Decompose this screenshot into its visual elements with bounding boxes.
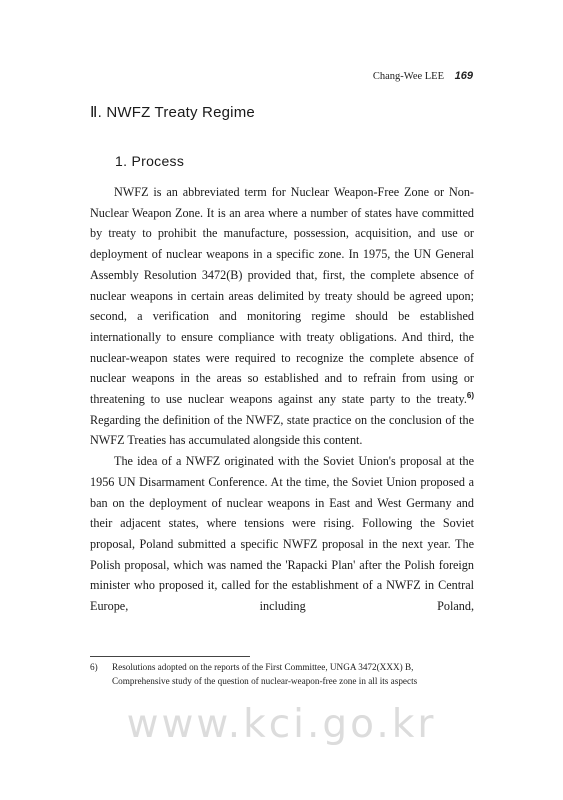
subsection-title: 1. Process	[115, 153, 185, 169]
watermark: www.kci.go.kr	[126, 702, 437, 747]
footnote-line-1: Resolutions adopted on the reports of the First Committee, UNGA 3472(XXX) B,	[112, 662, 414, 672]
section-title: Ⅱ. NWFZ Treaty Regime	[90, 104, 255, 121]
paragraph-1-part-2: Regarding the definition of the NWFZ, state practice on the conclusion of the NWFZ Treaties has accumulated alongside this content.	[90, 412, 474, 448]
footnote-6	[90, 661, 474, 688]
paragraph-1	[90, 182, 474, 451]
footnote-line-2: Comprehensive study of the question of nuclear-weapon-free zone in all its aspects	[112, 675, 418, 686]
body-text	[90, 182, 474, 617]
paragraph-1-part-1: NWFZ is an abbreviated term for Nuclear Weapon-Free Zone or Non-Nuclear Weapon Zone. It is an area where a number of states have committed by treaty to prohibit the manufacture, possession, acquisition, and use or deployment of nuclear weapons in a specific zone. In 1975, the UN General Assembly Resolution 3472(B) provided that, first, the complete absence of nuclear weapons in certain areas delimited by treaty should be agreed upon; second, a verification and monitoring regime should be established internationally to ensure compliance with treaty obligations. And third, the nuclear-weapon states were required to recognize the complete absence of nuclear weapons in the areas so established and to refrain from using or threatening to use nuclear weapons against any state party to the treaty.	[90, 185, 474, 407]
footnote-divider	[90, 656, 250, 657]
paragraph-2: The idea of a NWFZ originated with the Soviet Union's proposal at the 1956 UN Disarmament Conference. At the time, the Soviet Union proposed a ban on the deployment of nuclear weapons in East and West Germany and their adjacent states, where tensions were rising. Following the Soviet proposal, Poland submitted a specific NWFZ proposal in the next year. The Polish proposal, which was named the 'Rapacki Plan' after the Polish foreign minister who proposed it, called for the establishment of a NWFZ in Central Europe, including Poland,	[90, 454, 474, 614]
running-header	[373, 70, 473, 82]
page-number: 169	[454, 70, 473, 82]
header-author: Chang-Wee LEE	[372, 71, 445, 82]
footnote-number: 6)	[90, 662, 98, 672]
footnote-ref-6[interactable]: 6)	[466, 390, 474, 400]
